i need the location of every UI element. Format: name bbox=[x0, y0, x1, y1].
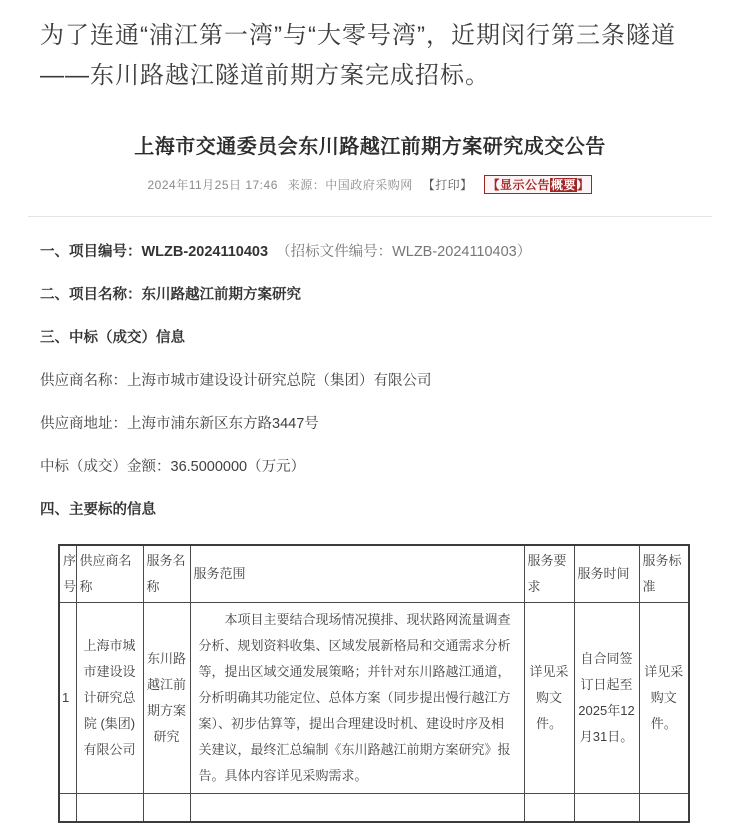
supplier-address-label: 供应商地址： bbox=[40, 416, 127, 432]
main-target-heading: 四、主要标的信息 bbox=[40, 502, 156, 518]
col-header-time: 服务时间 bbox=[574, 545, 639, 603]
award-info-heading: 三、中标（成交）信息 bbox=[40, 330, 185, 346]
empty-cell bbox=[190, 794, 524, 822]
article-page bbox=[0, 16, 740, 836]
table-row bbox=[59, 603, 689, 794]
cell-time: 自合同签订日起至2025年12月31日。 bbox=[574, 603, 639, 794]
project-number-label: 一、项目编号： bbox=[40, 244, 142, 260]
cell-standard: 详见采购文件。 bbox=[639, 603, 689, 794]
empty-cell bbox=[574, 794, 639, 822]
show-summary-button[interactable] bbox=[484, 175, 592, 194]
header-divider bbox=[28, 216, 712, 217]
summary-button-highlight: 概要 bbox=[550, 178, 576, 192]
intro-paragraph: 为了连通“浦江第一湾”与“大零号湾”，近期闵行第三条隧道——东川路越江隧道前期方案完成招标。 bbox=[40, 22, 676, 89]
cell-service: 东川路越江前期方案研究 bbox=[143, 603, 190, 794]
table-empty-row bbox=[59, 794, 689, 822]
award-detail-table bbox=[58, 544, 690, 823]
award-amount-value: 36.5000000（万元） bbox=[170, 459, 306, 475]
col-header-seq: 序号 bbox=[59, 545, 76, 603]
project-name-label: 二、项目名称： bbox=[40, 287, 142, 303]
supplier-name-label: 供应商名称： bbox=[40, 373, 127, 389]
source-text: 来源：中国政府采购网 bbox=[287, 178, 413, 192]
summary-button-prefix: 【显示公告 bbox=[487, 178, 550, 192]
supplier-name-value: 上海市城市建设设计研究总院（集团）有限公司 bbox=[127, 373, 432, 389]
empty-cell bbox=[143, 794, 190, 822]
col-header-supplier: 供应商名称 bbox=[76, 545, 143, 603]
cell-scope: 本项目主要结合现场情况摸排、现状路网流量调查分析、规划资料收集、区域发展新格局和交通需求分析等，提出区域交通发展策略；并针对东川路越江通道，分析明确其功能定位、总体方案（同步提出慢行越江方案）、初步估算等，提出合理建设时机、建设时序及相关建议，最终汇总编制《东川路越江前期方案研究》报告。具体内容详见采购需求。 bbox=[190, 603, 524, 794]
announcement-body bbox=[40, 243, 700, 823]
supplier-name-line bbox=[40, 372, 700, 391]
col-header-standard: 服务标准 bbox=[639, 545, 689, 603]
announcement-meta bbox=[0, 175, 740, 194]
empty-cell bbox=[639, 794, 689, 822]
project-name-value: 东川路越江前期方案研究 bbox=[141, 287, 301, 303]
cell-supplier: 上海市城市建设设计研究总院 (集团) 有限公司 bbox=[76, 603, 143, 794]
empty-cell bbox=[524, 794, 574, 822]
award-amount-label: 中标（成交）金额： bbox=[40, 459, 171, 475]
publish-datetime: 2024年11月25日 17:46 bbox=[147, 178, 278, 192]
col-header-requirement: 服务要求 bbox=[524, 545, 574, 603]
empty-cell bbox=[59, 794, 76, 822]
cell-seq: 1 bbox=[59, 603, 76, 794]
cell-requirement: 详见采购文件。 bbox=[524, 603, 574, 794]
empty-cell bbox=[76, 794, 143, 822]
tender-doc-number-note: （招标文件编号：WLZB-2024110403） bbox=[276, 244, 532, 260]
project-name-line bbox=[40, 286, 700, 305]
award-amount-line bbox=[40, 458, 700, 477]
summary-button-suffix: 】 bbox=[576, 178, 590, 192]
project-number-value: WLZB-2024110403 bbox=[141, 244, 269, 260]
col-header-scope: 服务范围 bbox=[190, 545, 524, 603]
col-header-service: 服务名称 bbox=[143, 545, 190, 603]
table-header-row bbox=[59, 545, 689, 603]
project-number-line bbox=[40, 243, 700, 262]
announcement-title: 上海市交通委员会东川路越江前期方案研究成交公告 bbox=[134, 136, 606, 158]
supplier-address-line bbox=[40, 415, 700, 434]
print-button[interactable]: 【打印】 bbox=[422, 178, 473, 192]
supplier-address-value: 上海市浦东新区东方路3447号 bbox=[127, 416, 319, 432]
